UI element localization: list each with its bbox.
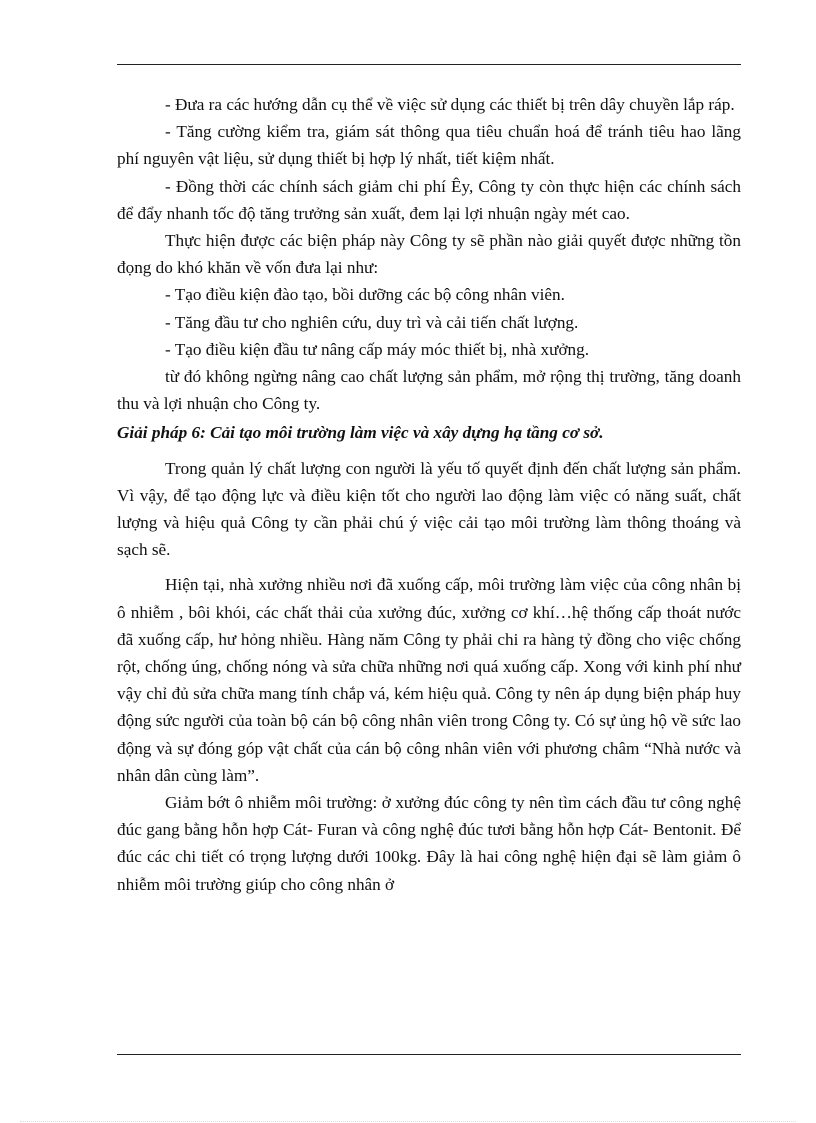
paragraph-3: - Đồng thời các chính sách giảm chi phí Êy, Công ty còn thực hiện các chính sách để đẩy nhanh tốc độ tăng trưởng sản xuất, đem lại lợi nhuận ngày mét cao. [117,176,741,223]
page-edge-dots [20,1121,796,1122]
paragraph-8: từ đó không ngừng nâng cao chất lượng sản phẩm, mở rộng thị trường, tăng doanh thu và lợi nhuận cho Công ty. [117,367,741,414]
header-rule [117,64,741,65]
paragraph-9: Trong quản lý chất lượng con người là yếu tố quyết định đến chất lượng sản phẩm. Vì vậy, để tạo động lực và điều kiện tốt cho người lao động làm việc có năng suất, chất lượng và hiệu quả Công ty cần phải chú ý việc cải tạo môi trường làm thông thoáng và sạch sẽ. [117,458,741,560]
section-heading: Giải pháp 6: Cải tạo môi trường làm việc và xây dựng hạ tầng cơ sở. [117,423,604,443]
paragraph-10: Hiện tại, nhà xưởng nhiều nơi đã xuống cấp, môi trường làm việc của công nhân bị ô nhiễm , bôi khói, các chất thải của xưởng đúc, xưởng cơ khí…hệ thống cấp thoát nước đã xuống cấp, hư hỏng nhiều. Hàng năm Công ty phải chi ra hàng tỷ đồng cho việc chống rột, chống úng, chống nóng và sửa chữa những nơi quá xuống cấp. Xong với kinh phí như vậy chỉ đủ sửa chữa mang tính chắp vá, kém hiệu quả. Công ty nên áp dụng biện pháp huy động sức người của toàn bộ cán bộ công nhân viên trong Công ty. Có sự ủng hộ về sức lao động và sự đóng góp vật chất của cán bộ công nhân viên với phương châm “Nhà nước và nhân dân cùng làm”. [117,575,741,785]
paragraph-2: - Tăng cường kiểm tra, giám sát thông qua tiêu chuẩn hoá để tránh tiêu hao lãng phí nguyên vật liệu, sử dụng thiết bị hợp lý nhất, tiết kiệm nhất. [117,122,741,169]
paragraph-5: - Tạo điều kiện đào tạo, bồi dưỡng các bộ công nhân viên. [165,285,565,305]
paragraph-7: - Tạo điều kiện đầu tư nâng cấp máy móc thiết bị, nhà xưởng. [165,339,590,359]
paragraph-11: Giảm bớt ô nhiễm môi trường: ở xưởng đúc công ty nên tìm cách đầu tư công nghệ đúc gang bằng hỗn hợp Cát- Furan và công nghệ đúc tươi bằng hỗn hợp Cát- Bentonit. Để đúc các chi tiết có trọng lượng dưới 100kg. Đây là hai công nghệ hiện đại sẽ làm giảm ô nhiễm môi trường giúp cho công nhân ở [117,793,741,894]
page-body [117,91,741,898]
paragraph-6: - Tăng đầu tư cho nghiên cứu, duy trì và cải tiến chất lượng. [165,312,579,332]
paragraph-4: Thực hiện được các biện pháp này Công ty sẽ phần nào giải quyết được những tồn đọng do khó khăn về vốn đưa lại như: [117,231,741,278]
footer-rule [117,1054,741,1055]
paragraph-1: - Đưa ra các hướng dẫn cụ thể về việc sử dụng các thiết bị trên dây chuyền lắp ráp. [165,95,735,114]
